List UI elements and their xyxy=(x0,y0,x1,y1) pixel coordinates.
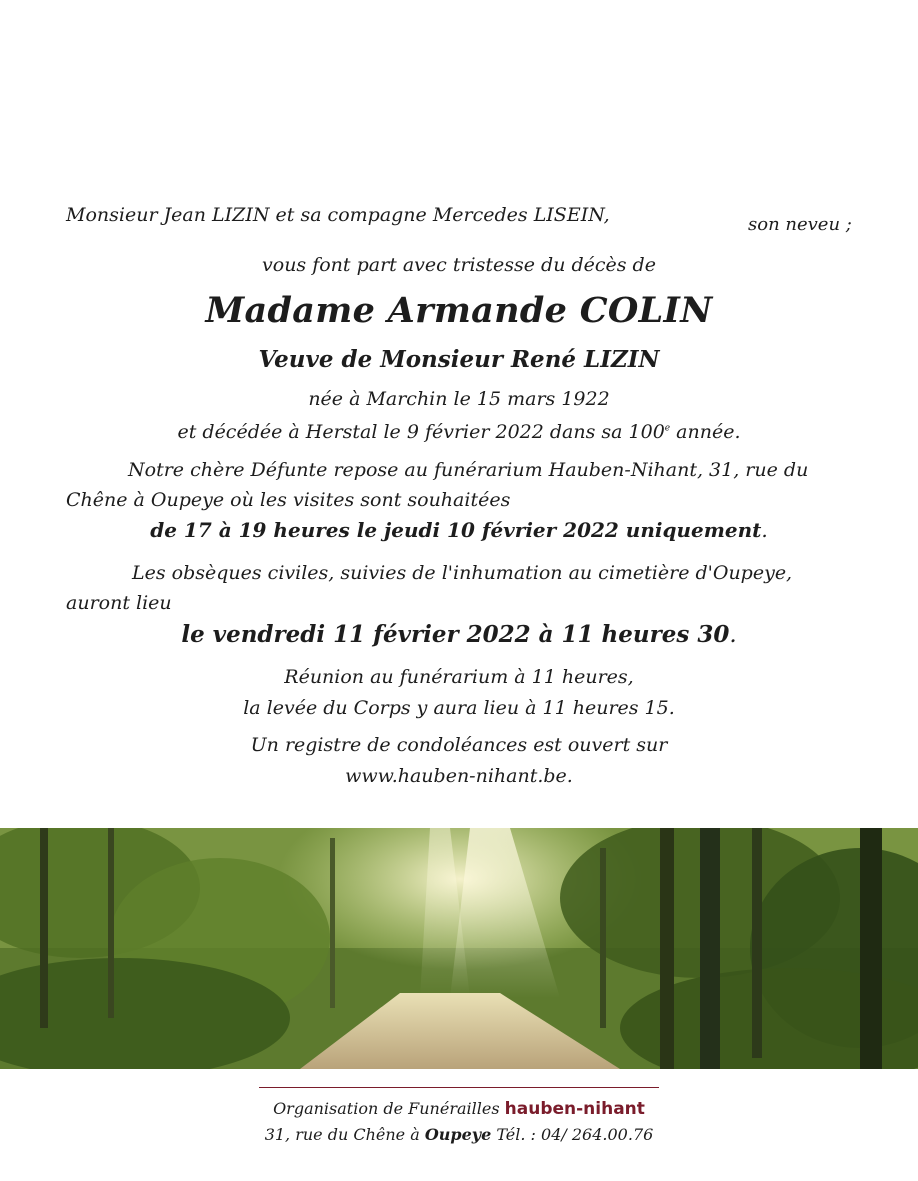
funeral-date xyxy=(0,621,918,648)
death-text xyxy=(0,421,918,443)
visit-hours-end: . xyxy=(761,518,768,542)
funeral-paragraph: Les obsèques civiles, suivies de l'inhumation au cimetière d'Oupeye, auront lieu xyxy=(66,562,793,614)
rest-paragraph: Notre chère Défunte repose au funérarium Hauben-Nihant, 31, rue du Chêne à Oupeye où les visites sont souhaitées xyxy=(66,459,809,511)
visit-hours xyxy=(0,518,918,542)
birth-text: née à Marchin le 15 mars 1922 xyxy=(308,388,610,410)
funeral-date-text: le vendredi 11 février 2022 à 11 heures 30 xyxy=(181,621,730,648)
relation-text: son neveu ; xyxy=(748,214,852,235)
footer-rule xyxy=(259,1087,659,1088)
death-superscript: e xyxy=(664,423,671,434)
intro-text: vous font part avec tristesse du décès de xyxy=(262,254,656,276)
footer-phone: Tél. : 04/ 264.00.76 xyxy=(491,1125,654,1144)
footer-town: Oupeye xyxy=(424,1125,492,1144)
visit-hours-text: de 17 à 19 heures le jeudi 10 février 2022 uniquement xyxy=(150,518,762,542)
register-link[interactable]: www.hauben-nihant.be. xyxy=(345,765,573,787)
brand-name: hauben-nihant xyxy=(504,1099,645,1119)
footer-org-prefix: Organisation de Funérailles xyxy=(273,1099,505,1118)
meeting-line-1: Réunion au funérarium à 11 heures, xyxy=(284,666,634,688)
deceased-name: Madame Armande COLIN xyxy=(205,290,713,331)
forest-path-photo xyxy=(0,828,918,1069)
family-line: Monsieur Jean LIZIN et sa compagne Mercedes LISEIN, xyxy=(66,204,610,226)
footer-org xyxy=(0,1099,918,1119)
footer-address-prefix: 31, rue du Chêne à xyxy=(264,1125,425,1144)
footer-address xyxy=(0,1125,918,1144)
death-prefix: et décédée à Herstal le 9 février 2022 dans sa 100 xyxy=(177,421,665,443)
register-line-1: Un registre de condoléances est ouvert sur xyxy=(250,734,668,756)
meeting-line-2: la levée du Corps y aura lieu à 11 heures 15. xyxy=(243,697,675,719)
death-suffix: année. xyxy=(670,421,741,443)
funeral-date-end: . xyxy=(729,622,737,648)
widow-of-text: Veuve de Monsieur René LIZIN xyxy=(258,346,660,373)
